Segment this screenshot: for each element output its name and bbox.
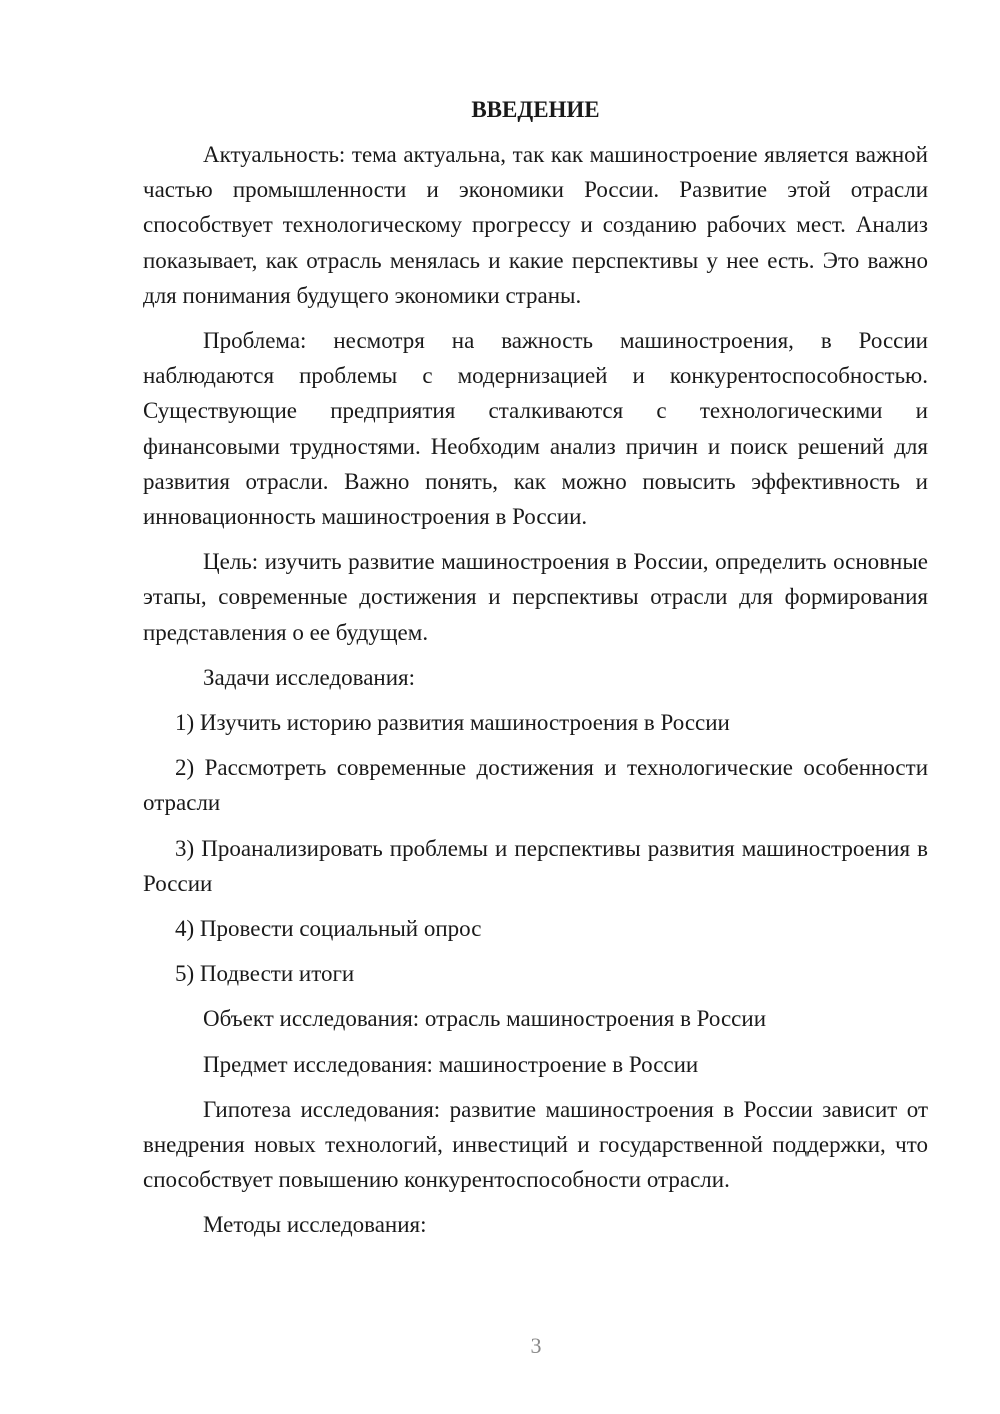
hypothesis-paragraph: Гипотеза исследования: развитие машиностроения в России зависит от внедрения новых технологий, инвестиций и государственной поддержки, что способствует повышению конкурентоспособности отрасли. <box>143 1096 928 1193</box>
document-page <box>143 92 928 1253</box>
tasks-list <box>143 705 928 991</box>
relevance-paragraph: Актуальность: тема актуальна, так как машиностроение является важной частью промышленности и экономики России. Развитие этой отрасли способствует технологическому прогрессу и созданию рабочих мест. Анализ показывает, как отрасль менялась и какие перспективы у нее есть. Это важно для понимания будущего экономики страны. <box>143 142 928 308</box>
methods-heading: Методы исследования: <box>203 1212 427 1238</box>
list-item: 1) Изучить историю развития машиностроения в России <box>175 710 730 736</box>
list-item: 2) Рассмотреть современные достижения и технологические особенности отрасли <box>143 755 928 816</box>
list-item: 5) Подвести итоги <box>175 961 355 987</box>
problem-paragraph: Проблема: несмотря на важность машиностроения, в России наблюдаются проблемы с модернизацией и конкурентоспособностью. Существующие предприятия сталкиваются с технологическими и финансовыми трудностями. Необходим анализ причин и поиск решений для развития отрасли. Важно понять, как можно повысить эффективность и инновационность машиностроения в России. <box>143 328 928 530</box>
list-item: 3) Проанализировать проблемы и перспективы развития машиностроения в России <box>143 835 928 896</box>
list-item: 4) Провести социальный опрос <box>175 916 482 942</box>
section-title: ВВЕДЕНИЕ <box>471 97 600 122</box>
object-line: Объект исследования: отрасль машиностроения в России <box>203 1006 767 1032</box>
goal-paragraph: Цель: изучить развитие машиностроения в России, определить основные этапы, современные достижения и перспективы отрасли для формирования представления о ее будущем. <box>143 549 928 645</box>
tasks-heading: Задачи исследования: <box>203 664 416 690</box>
subject-line: Предмет исследования: машиностроение в России <box>203 1051 699 1077</box>
page-number: 3 <box>530 1333 542 1358</box>
